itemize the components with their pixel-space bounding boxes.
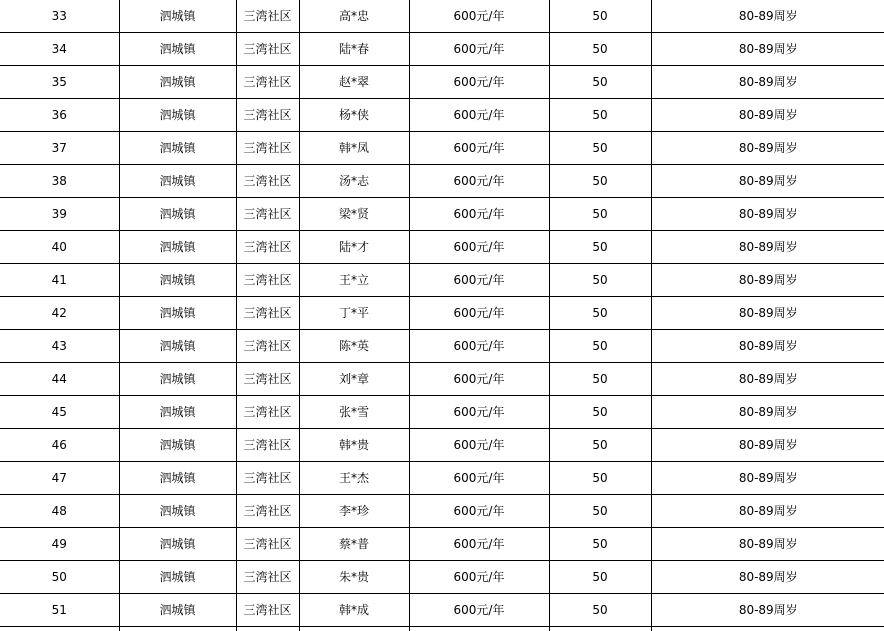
community-cell[interactable]: 三湾社区 [236, 495, 299, 528]
name-cell[interactable]: 蔡*普 [299, 528, 409, 561]
amount-cell[interactable]: 50 [549, 132, 651, 165]
amount-cell[interactable]: 50 [549, 99, 651, 132]
town-cell[interactable]: 泗城镇 [119, 33, 236, 66]
name-cell[interactable]: 王*杰 [299, 462, 409, 495]
row-number-cell[interactable]: 44 [0, 363, 119, 396]
table-row [0, 462, 884, 495]
community-cell[interactable]: 三湾社区 [236, 330, 299, 363]
community-cell[interactable]: 三湾社区 [236, 33, 299, 66]
town-cell[interactable]: 泗城镇 [119, 528, 236, 561]
row-number-cell[interactable]: 34 [0, 33, 119, 66]
table-row [0, 132, 884, 165]
standard-cell[interactable]: 600元/年 [409, 264, 549, 297]
table-row [0, 264, 884, 297]
row-number-cell[interactable]: 35 [0, 66, 119, 99]
town-cell[interactable]: 泗城镇 [119, 99, 236, 132]
age-group-cell[interactable]: 80-89周岁 [651, 132, 884, 165]
row-number-cell[interactable]: 45 [0, 396, 119, 429]
amount-cell[interactable]: 50 [549, 495, 651, 528]
name-cell[interactable]: 韩*成 [299, 594, 409, 627]
table-row [0, 165, 884, 198]
age-group-cell[interactable]: 80-89周岁 [651, 165, 884, 198]
amount-cell[interactable]: 50 [549, 594, 651, 627]
standard-cell[interactable]: 600元/年 [409, 363, 549, 396]
age-group-cell[interactable]: 80-89周岁 [651, 198, 884, 231]
community-cell[interactable]: 三湾社区 [236, 99, 299, 132]
community-cell[interactable]: 三湾社区 [236, 429, 299, 462]
age-group-cell[interactable]: 80-89周岁 [651, 462, 884, 495]
community-cell[interactable]: 三湾社区 [236, 363, 299, 396]
amount-cell[interactable]: 50 [549, 231, 651, 264]
standard-cell[interactable]: 600元/年 [409, 66, 549, 99]
amount-cell[interactable]: 50 [549, 528, 651, 561]
row-number-cell[interactable]: 42 [0, 297, 119, 330]
table-row [0, 429, 884, 462]
age-group-cell[interactable]: 80-89周岁 [651, 33, 884, 66]
town-cell[interactable]: 泗城镇 [119, 132, 236, 165]
age-group-cell[interactable]: 80-89周岁 [651, 264, 884, 297]
amount-cell[interactable]: 50 [549, 165, 651, 198]
name-cell[interactable]: 韩*凤 [299, 132, 409, 165]
empty-cell[interactable] [236, 627, 299, 631]
name-cell[interactable]: 杨*侠 [299, 99, 409, 132]
community-cell[interactable]: 三湾社区 [236, 396, 299, 429]
amount-cell[interactable]: 50 [549, 33, 651, 66]
community-cell[interactable]: 三湾社区 [236, 297, 299, 330]
age-group-cell[interactable]: 80-89周岁 [651, 363, 884, 396]
amount-cell[interactable]: 50 [549, 561, 651, 594]
row-number-cell[interactable]: 50 [0, 561, 119, 594]
name-cell[interactable]: 丁*平 [299, 297, 409, 330]
standard-cell[interactable]: 600元/年 [409, 594, 549, 627]
table-row [0, 231, 884, 264]
amount-cell[interactable]: 50 [549, 297, 651, 330]
table-row [0, 594, 884, 627]
empty-cell[interactable] [409, 627, 549, 631]
town-cell[interactable]: 泗城镇 [119, 66, 236, 99]
row-number-cell[interactable]: 41 [0, 264, 119, 297]
row-number-cell[interactable]: 38 [0, 165, 119, 198]
town-cell[interactable]: 泗城镇 [119, 198, 236, 231]
age-group-cell[interactable]: 80-89周岁 [651, 99, 884, 132]
table-row [0, 330, 884, 363]
age-group-cell[interactable]: 80-89周岁 [651, 0, 884, 33]
name-cell[interactable]: 李*珍 [299, 495, 409, 528]
row-number-cell[interactable]: 37 [0, 132, 119, 165]
town-cell[interactable]: 泗城镇 [119, 297, 236, 330]
amount-cell[interactable]: 50 [549, 462, 651, 495]
community-cell[interactable]: 三湾社区 [236, 594, 299, 627]
table-row [0, 297, 884, 330]
community-cell[interactable]: 三湾社区 [236, 66, 299, 99]
town-cell[interactable]: 泗城镇 [119, 330, 236, 363]
table-row-partial [0, 627, 884, 631]
community-cell[interactable]: 三湾社区 [236, 528, 299, 561]
table-row [0, 396, 884, 429]
name-cell[interactable]: 韩*贵 [299, 429, 409, 462]
age-group-cell[interactable]: 80-89周岁 [651, 66, 884, 99]
town-cell[interactable]: 泗城镇 [119, 594, 236, 627]
amount-cell[interactable]: 50 [549, 363, 651, 396]
amount-cell[interactable]: 50 [549, 330, 651, 363]
name-cell[interactable]: 高*忠 [299, 0, 409, 33]
age-group-cell[interactable]: 80-89周岁 [651, 231, 884, 264]
name-cell[interactable]: 张*雪 [299, 396, 409, 429]
standard-cell[interactable]: 600元/年 [409, 495, 549, 528]
age-group-cell[interactable]: 80-89周岁 [651, 396, 884, 429]
standard-cell[interactable]: 600元/年 [409, 297, 549, 330]
standard-cell[interactable]: 600元/年 [409, 33, 549, 66]
row-number-cell[interactable]: 46 [0, 429, 119, 462]
town-cell[interactable]: 泗城镇 [119, 495, 236, 528]
town-cell[interactable]: 泗城镇 [119, 462, 236, 495]
table-row [0, 198, 884, 231]
empty-cell[interactable] [0, 627, 119, 631]
amount-cell[interactable]: 50 [549, 264, 651, 297]
age-group-cell[interactable]: 80-89周岁 [651, 495, 884, 528]
table-row [0, 363, 884, 396]
community-cell[interactable]: 三湾社区 [236, 264, 299, 297]
amount-cell[interactable]: 50 [549, 429, 651, 462]
community-cell[interactable]: 三湾社区 [236, 165, 299, 198]
standard-cell[interactable]: 600元/年 [409, 198, 549, 231]
empty-cell[interactable] [549, 627, 651, 631]
name-cell[interactable]: 陆*才 [299, 231, 409, 264]
name-cell[interactable]: 刘*章 [299, 363, 409, 396]
age-group-cell[interactable]: 80-89周岁 [651, 528, 884, 561]
standard-cell[interactable]: 600元/年 [409, 396, 549, 429]
standard-cell[interactable]: 600元/年 [409, 528, 549, 561]
community-cell[interactable]: 三湾社区 [236, 462, 299, 495]
community-cell[interactable]: 三湾社区 [236, 231, 299, 264]
community-cell[interactable]: 三湾社区 [236, 132, 299, 165]
amount-cell[interactable]: 50 [549, 66, 651, 99]
name-cell[interactable]: 汤*志 [299, 165, 409, 198]
community-cell[interactable]: 三湾社区 [236, 561, 299, 594]
standard-cell[interactable]: 600元/年 [409, 429, 549, 462]
name-cell[interactable]: 朱*贵 [299, 561, 409, 594]
age-group-cell[interactable]: 80-89周岁 [651, 297, 884, 330]
table-row [0, 99, 884, 132]
row-number-cell[interactable]: 43 [0, 330, 119, 363]
table-row [0, 0, 884, 33]
standard-cell[interactable]: 600元/年 [409, 231, 549, 264]
row-number-cell[interactable]: 51 [0, 594, 119, 627]
table-row [0, 561, 884, 594]
standard-cell[interactable]: 600元/年 [409, 0, 549, 33]
standard-cell[interactable]: 600元/年 [409, 132, 549, 165]
row-number-cell[interactable]: 49 [0, 528, 119, 561]
town-cell[interactable]: 泗城镇 [119, 363, 236, 396]
row-number-cell[interactable]: 48 [0, 495, 119, 528]
row-number-cell[interactable]: 33 [0, 0, 119, 33]
standard-cell[interactable]: 600元/年 [409, 330, 549, 363]
amount-cell[interactable]: 50 [549, 198, 651, 231]
amount-cell[interactable]: 50 [549, 0, 651, 33]
amount-cell[interactable]: 50 [549, 396, 651, 429]
table-row [0, 495, 884, 528]
name-cell[interactable]: 梁*贤 [299, 198, 409, 231]
town-cell[interactable]: 泗城镇 [119, 561, 236, 594]
standard-cell[interactable]: 600元/年 [409, 561, 549, 594]
town-cell[interactable]: 泗城镇 [119, 396, 236, 429]
age-group-cell[interactable]: 80-89周岁 [651, 594, 884, 627]
table-row [0, 66, 884, 99]
table-row [0, 33, 884, 66]
name-cell[interactable]: 陈*英 [299, 330, 409, 363]
town-cell[interactable]: 泗城镇 [119, 165, 236, 198]
town-cell[interactable]: 泗城镇 [119, 429, 236, 462]
age-group-cell[interactable]: 80-89周岁 [651, 330, 884, 363]
standard-cell[interactable]: 600元/年 [409, 165, 549, 198]
standard-cell[interactable]: 600元/年 [409, 462, 549, 495]
name-cell[interactable]: 王*立 [299, 264, 409, 297]
row-number-cell[interactable]: 39 [0, 198, 119, 231]
town-cell[interactable]: 泗城镇 [119, 0, 236, 33]
row-number-cell[interactable]: 36 [0, 99, 119, 132]
town-cell[interactable]: 泗城镇 [119, 231, 236, 264]
row-number-cell[interactable]: 40 [0, 231, 119, 264]
community-cell[interactable]: 三湾社区 [236, 0, 299, 33]
table-row [0, 528, 884, 561]
town-cell[interactable]: 泗城镇 [119, 264, 236, 297]
empty-cell[interactable] [299, 627, 409, 631]
empty-cell[interactable] [651, 627, 884, 631]
age-group-cell[interactable]: 80-89周岁 [651, 429, 884, 462]
age-group-cell[interactable]: 80-89周岁 [651, 561, 884, 594]
community-cell[interactable]: 三湾社区 [236, 198, 299, 231]
row-number-cell[interactable]: 47 [0, 462, 119, 495]
name-cell[interactable]: 赵*翠 [299, 66, 409, 99]
empty-cell[interactable] [119, 627, 236, 631]
name-cell[interactable]: 陆*春 [299, 33, 409, 66]
standard-cell[interactable]: 600元/年 [409, 99, 549, 132]
